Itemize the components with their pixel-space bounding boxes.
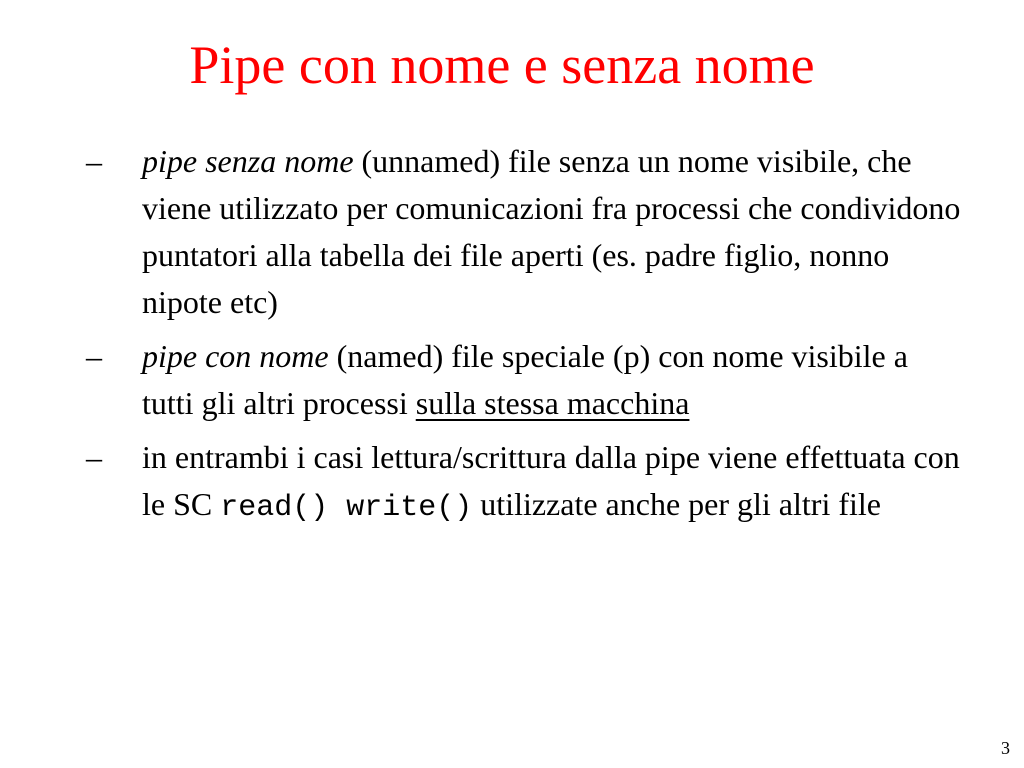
bullet-dash-icon: – (86, 143, 102, 179)
underlined-text: sulla stessa macchina (415, 385, 690, 421)
bullet-item-named-pipe (0, 333, 1024, 427)
bullet-dash-icon: – (86, 338, 102, 374)
page-number: 3 (1001, 738, 1010, 758)
bullet-dash-icon: – (86, 439, 102, 475)
bullet-text: (named) file speciale (p) con nome visibile a tutti gli altri processi (142, 338, 908, 421)
code-snippet: read() write() (220, 491, 473, 525)
bullet-item-read-write (0, 434, 1024, 532)
bullet-list (0, 138, 1024, 539)
bullet-text: in entrambi i casi lettura/scrittura dalla pipe viene effettuata con le SC (142, 439, 960, 522)
bullet-item-unnamed-pipe (0, 138, 1024, 326)
bullet-term: pipe con nome (142, 338, 329, 374)
slide-title: Pipe con nome e senza nome (189, 35, 815, 95)
bullet-term: pipe senza nome (142, 143, 354, 179)
bullet-text: (unnamed) file senza un nome visibile, che viene utilizzato per comunicazioni fra processi che condividono puntatori alla tabella dei file aperti (es. padre figlio, nonno nipote etc) (142, 143, 961, 320)
bullet-text: utilizzate anche per gli altri file (472, 486, 881, 522)
